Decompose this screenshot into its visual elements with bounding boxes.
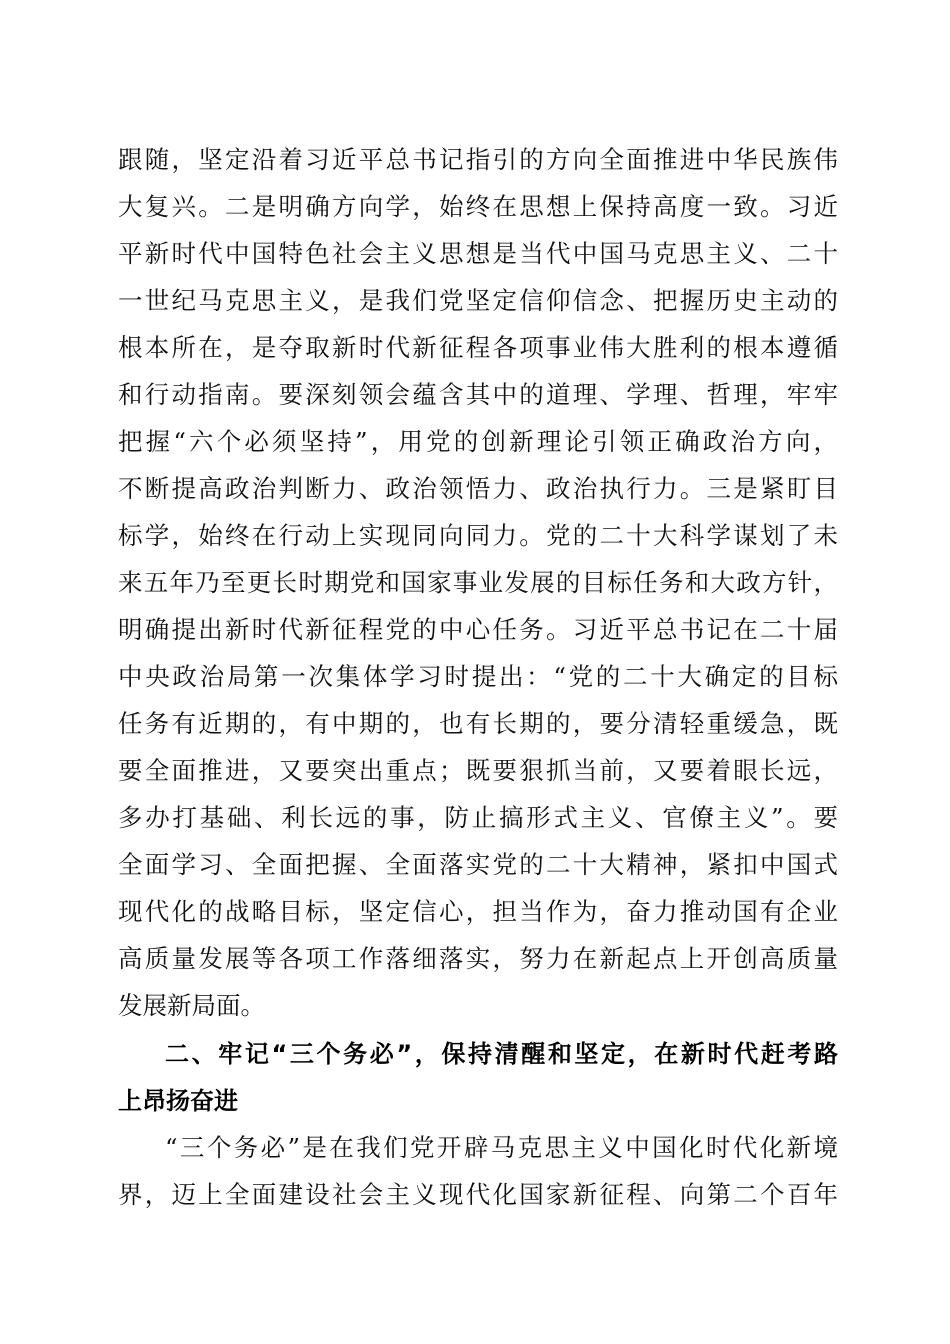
body-line-19: 发展新局面。 (118, 991, 265, 1020)
body-line-6: 和行动指南。要深刻领会蕴含其中的道理、学理、哲理，牢牢 (118, 380, 838, 409)
body-line-14: 要全面推进，又要突出重点；既要狠抓当前，又要着眼长远， (118, 756, 838, 785)
body-line-4: 一世纪马克思主义，是我们党坚定信仰信念、把握历史主动的 (118, 286, 838, 315)
body-line-11: 明确提出新时代新征程党的中心任务。习近平总书记在二十届 (118, 615, 838, 644)
body-line-3: 平新时代中国特色社会主义思想是当代中国马克思主义、二十 (118, 239, 838, 268)
body-line-17: 现代化的战略目标，坚定信心，担当作为，奋力推动国有企业 (118, 897, 838, 926)
body-line-12: 中央政治局第一次集体学习时提出：“党的二十大确定的目标 (118, 662, 838, 691)
section-body-line-1: “三个务必”是在我们党开辟马克思主义中国化时代化新境 (165, 1133, 838, 1162)
section-heading-line-2: 上昂扬奋进 (118, 1087, 238, 1115)
body-line-13: 任务有近期的，有中期的，也有长期的，要分清轻重缓急，既 (118, 709, 838, 738)
body-line-2: 大复兴。二是明确方向学，始终在思想上保持高度一致。习近 (118, 192, 838, 221)
body-line-10: 来五年乃至更长时期党和国家事业发展的目标任务和大政方针， (118, 568, 838, 597)
body-line-9: 标学，始终在行动上实现同向同力。党的二十大科学谋划了未 (118, 521, 838, 550)
body-line-15: 多办打基础、利长远的事，防止搞形式主义、官僚主义”。要 (118, 803, 838, 832)
body-line-7: 把握“六个必须坚持”，用党的创新理论引领正确政治方向， (118, 427, 838, 456)
body-line-1: 跟随，坚定沿着习近平总书记指引的方向全面推进中华民族伟 (118, 145, 838, 174)
section-heading-line-1: 二、牢记“三个务必”，保持清醒和坚定，在新时代赶考路 (165, 1040, 838, 1068)
body-line-18: 高质量发展等各项工作落细落实，努力在新起点上开创高质量 (118, 944, 838, 973)
body-line-8: 不断提高政治判断力、政治领悟力、政治执行力。三是紧盯目 (118, 474, 838, 503)
body-line-5: 根本所在，是夺取新时代新征程各项事业伟大胜利的根本遵循 (118, 333, 838, 362)
section-body-line-2: 界，迈上全面建设社会主义现代化国家新征程、向第二个百年 (118, 1180, 838, 1209)
body-line-16: 全面学习、全面把握、全面落实党的二十大精神，紧扣中国式 (118, 850, 838, 879)
